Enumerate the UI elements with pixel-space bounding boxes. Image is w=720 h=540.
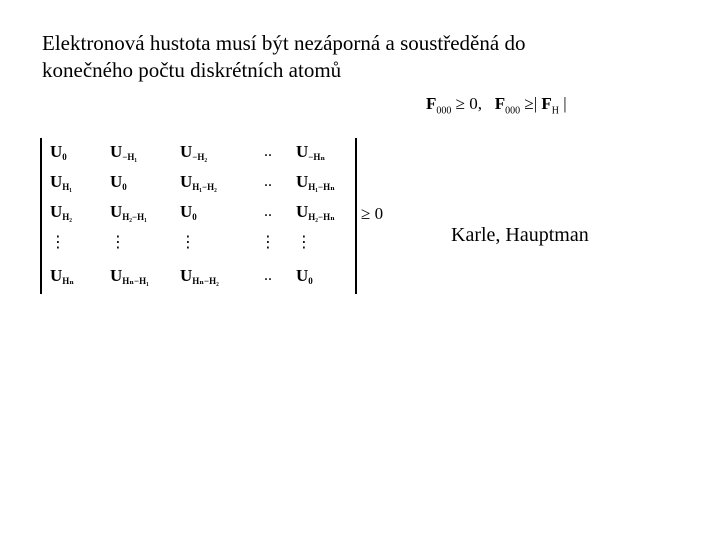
f000-symbol-2: F [494,94,506,113]
matrix-cell [180,142,207,167]
matrix-cell [110,172,127,197]
f000-subscript-2: 000 [505,105,521,117]
matrix-cell-base: U [50,266,63,285]
authors-label: Karle, Hauptman [451,224,589,246]
matrix-cell-subscript: Hₙ−H₁ [122,276,149,286]
matrix-cell-subscript: 0 [192,212,197,222]
matrix-cell [296,202,335,227]
determinant-relation: ≥ 0 [361,204,384,223]
determinant-right-bar [355,138,357,294]
f000-symbol: F [426,94,437,113]
matrix-cell [50,202,72,227]
f000-inequality [426,94,567,116]
title-line-1: Elektronová hustota musí být nezáporná a soustředěná do [42,31,526,55]
matrix-cell-base: U [110,266,123,285]
matrix-cell-base: U [180,172,193,191]
matrix-vertical-ellipsis: ⋮ [50,232,66,251]
matrix-ellipsis: .. [264,267,272,284]
fh-subscript: H [551,105,559,117]
matrix-cell-base: U [180,142,193,161]
matrix-cell-base: U [296,172,309,191]
matrix-cell [50,266,74,291]
matrix-cell-base: U [180,202,193,221]
matrix-cell-subscript: −Hₙ [308,152,326,162]
matrix-ellipsis: .. [264,173,272,190]
matrix-cell-subscript: H₁−H₂ [192,182,217,192]
matrix-cell-subscript: Hₙ [62,276,74,286]
matrix-cell-base: U [50,202,63,221]
matrix-cell-subscript: −H₁ [122,152,138,162]
matrix-vertical-ellipsis: ⋮ [110,232,126,251]
matrix-cell [180,266,219,291]
matrix-cell-subscript: 0 [62,152,67,162]
matrix-cell-subscript: H₂−Hₙ [308,212,335,222]
title-line-2: konečného počtu diskrétních atomů [42,58,342,82]
matrix-cell-base: U [296,266,309,285]
geq-zero-text: ≥ 0, [451,94,482,113]
matrix-ellipsis: .. [264,143,272,160]
matrix-cell [296,172,335,197]
matrix-cell-base: U [50,172,63,191]
geq-abs-text: ≥| [520,94,542,113]
matrix-cell [110,142,137,167]
matrix-cell-subscript: 0 [122,182,127,192]
karle-hauptman-determinant [40,138,358,294]
fh-symbol: F [541,94,552,113]
matrix-cell-subscript: H₂−H₁ [122,212,147,222]
matrix-cell [296,142,325,167]
matrix-cell-base: U [296,142,309,161]
matrix-cell-base: U [110,142,123,161]
abs-close-text: | [558,94,567,113]
matrix-cell-subscript: H₁−Hₙ [308,182,335,192]
determinant-left-bar [40,138,42,294]
matrix-cell-base: U [296,202,309,221]
matrix-cell-subscript: H₁ [62,182,72,192]
matrix-cell [180,202,197,227]
matrix-cell-base: U [50,142,63,161]
matrix-ellipsis: .. [264,203,272,220]
matrix-cell [50,142,67,167]
matrix-cell-subscript: H₂ [62,212,72,222]
matrix-cell [110,266,149,291]
slide-title [42,30,642,84]
matrix-cell [50,172,72,197]
matrix-cell [180,172,217,197]
matrix-cell-base: U [110,172,123,191]
matrix-cell-subscript: 0 [308,276,313,286]
f000-subscript: 000 [436,105,452,117]
matrix-cell-subscript: −H₂ [192,152,208,162]
matrix-cell-subscript: Hₙ−H₂ [192,276,219,286]
matrix-vertical-ellipsis: ⋮ [296,232,312,251]
matrix-vertical-ellipsis: ⋮ [180,232,196,251]
matrix-cell [296,266,313,291]
matrix-cell-base: U [180,266,193,285]
matrix-cell-base: U [110,202,123,221]
matrix-vertical-ellipsis: ⋮ [260,232,276,251]
matrix-cell [110,202,147,227]
